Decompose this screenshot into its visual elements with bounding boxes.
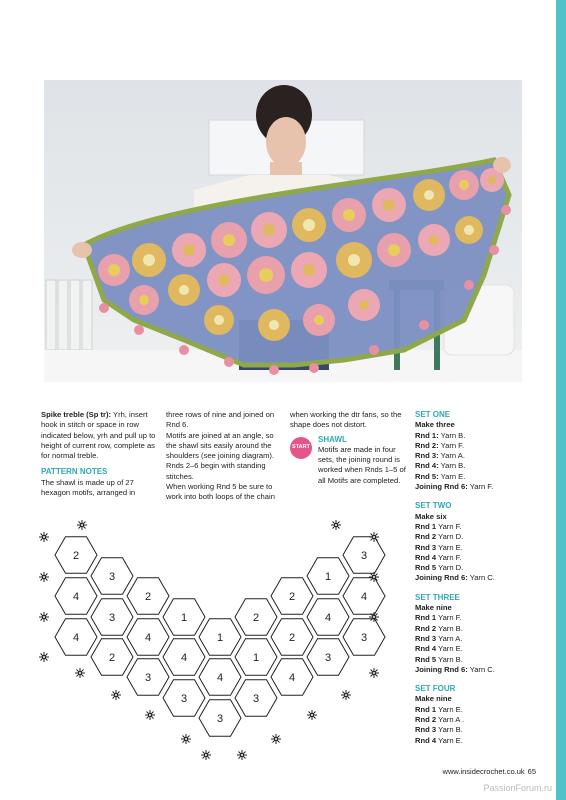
set-four (415, 684, 535, 746)
shawl-text: Motifs are made in four sets, the joining round is worked when Rnds 1–5 of all Motifs are completed. (318, 444, 406, 485)
asterisk-flower-icon (39, 612, 49, 622)
col2-para-2: Motifs are joined at an angle, so the shawl sits easily around the shoulders (see joining diagram). (166, 430, 275, 461)
motif-label: 4 (72, 591, 80, 603)
round-line: Rnd 4: Yarn B. (415, 461, 466, 471)
shawl-heading: SHAWL (318, 434, 347, 444)
motif-label: 3 (324, 652, 332, 664)
round-line: Rnd 4 Yarn F. (415, 552, 462, 562)
set-heading: SET TWO (415, 501, 452, 511)
col3-para-1: when working the dtr fans, so the shape does not distort. (290, 410, 402, 430)
round-line: Rnd 3: Yarn A. (415, 451, 465, 461)
set-heading: SET ONE (415, 410, 451, 419)
asterisk-flower-icon (201, 750, 211, 760)
round-line: Joining Rnd 6: Yarn C. (415, 664, 495, 674)
asterisk-flower-icon (39, 572, 49, 582)
text-column-2 (166, 410, 286, 503)
round-line: Rnd 3 Yarn B. (415, 725, 463, 735)
round-line: Joining Rnd 6: Yarn C. (415, 573, 495, 583)
asterisk-flower-icon (369, 532, 379, 542)
asterisk-flower-icon (237, 750, 247, 760)
asterisk-flower-icon (111, 690, 121, 700)
round-line: Rnd 3 Yarn A. (415, 633, 463, 643)
asterisk-flower-icon (75, 668, 85, 678)
sets-column (415, 410, 535, 755)
motif-label: 1 (180, 612, 188, 624)
asterisk-flower-icon (369, 612, 379, 622)
start-badge: START (290, 437, 312, 459)
round-line: Rnd 1: Yarn B. (415, 430, 466, 440)
motif-label: 4 (216, 672, 224, 684)
set-one (415, 410, 535, 492)
set-make: Make six (415, 511, 447, 521)
col2-para-3: Rnds 2–6 begin with standing stitches. (166, 461, 266, 481)
pattern-notes-heading: PATTERN NOTES (41, 467, 108, 477)
motif-label: 4 (144, 632, 152, 644)
round-line: Joining Rnd 6: Yarn F. (415, 482, 494, 492)
round-line: Rnd 5 Yarn D. (415, 563, 464, 573)
footer-url: www.insidecrochet.co.uk (442, 767, 525, 776)
round-line: Rnd 2 Yarn D. (415, 532, 464, 542)
asterisk-flower-icon (39, 652, 49, 662)
asterisk-flower-icon (77, 520, 87, 530)
round-line: Rnd 2 Yarn A . (415, 715, 465, 725)
asterisk-flower-icon (145, 710, 155, 720)
page-number: 65 (527, 767, 536, 776)
watermark: PassionForum.ru (483, 783, 552, 793)
text-column-1 (41, 410, 161, 498)
motif-label: 3 (360, 550, 368, 562)
accent-bar (556, 0, 566, 800)
motif-label: 2 (288, 591, 296, 603)
spike-treble-term: Spike treble (Sp tr): (41, 410, 112, 419)
motif-label: 1 (216, 632, 224, 644)
set-make: Make nine (415, 603, 452, 613)
round-line: Rnd 1 Yarn F. (415, 613, 462, 623)
set-heading: SET FOUR (415, 684, 456, 694)
motif-label: 2 (108, 652, 116, 664)
motif-label: 4 (360, 591, 368, 603)
motif-label: 3 (144, 672, 152, 684)
motif-label: 2 (144, 591, 152, 603)
asterisk-flower-icon (307, 710, 317, 720)
round-line: Rnd 4 Yarn E. (415, 735, 463, 745)
set-make: Make nine (415, 694, 452, 704)
round-line: Rnd 1 Yarn E. (415, 704, 463, 714)
asterisk-flower-icon (341, 690, 351, 700)
motif-label: 2 (252, 612, 260, 624)
text-column-3 (290, 410, 408, 486)
joining-diagram (30, 515, 390, 760)
motif-label: 4 (324, 612, 332, 624)
motif-label: 2 (72, 550, 80, 562)
col2-para-4: When working Rnd 5 be sure to work into both loops of the chain (166, 482, 275, 502)
spike-treble-text: Yrh, insert hook in stitch or space in row indicated below, yrh and pull up to height of current row, complete as for normal treble. (41, 410, 156, 461)
motif-label: 2 (288, 632, 296, 644)
set-heading: SET THREE (415, 592, 460, 602)
round-line: Rnd 2 Yarn B. (415, 623, 463, 633)
round-line: Rnd 1 Yarn F. (415, 521, 462, 531)
asterisk-flower-icon (369, 572, 379, 582)
asterisk-flower-icon (369, 668, 379, 678)
round-line: Rnd 5: Yarn E. (415, 471, 466, 481)
motif-label: 4 (288, 672, 296, 684)
round-line: Rnd 5 Yarn B. (415, 654, 463, 664)
asterisk-flower-icon (331, 520, 341, 530)
footer (443, 767, 536, 776)
motif-label: 4 (72, 632, 80, 644)
motif-label: 3 (108, 571, 116, 583)
motif-label: 1 (324, 571, 332, 583)
asterisk-flower-icon (181, 734, 191, 744)
set-three (415, 593, 535, 675)
pattern-notes-text: The shawl is made up of 27 hexagon motifs, arranged in (41, 477, 136, 498)
motif-label: 4 (180, 652, 188, 664)
motif-label: 3 (108, 612, 116, 624)
asterisk-flower-icon (271, 734, 281, 744)
col2-para-1: three rows of nine and joined on Rnd 6. (166, 410, 275, 430)
round-line: Rnd 4 Yarn E. (415, 644, 463, 654)
set-make: Make three (415, 420, 455, 430)
motif-label: 3 (216, 713, 224, 725)
motif-label: 3 (360, 632, 368, 644)
motif-label: 3 (252, 693, 260, 705)
round-line: Rnd 2: Yarn F. (415, 440, 465, 450)
shawl-photo (44, 80, 522, 382)
shawl-section (290, 435, 408, 486)
motif-label: 1 (252, 652, 260, 664)
round-line: Rnd 3 Yarn E. (415, 542, 463, 552)
motif-label: 3 (180, 693, 188, 705)
set-two (415, 501, 535, 583)
asterisk-flower-icon (39, 532, 49, 542)
